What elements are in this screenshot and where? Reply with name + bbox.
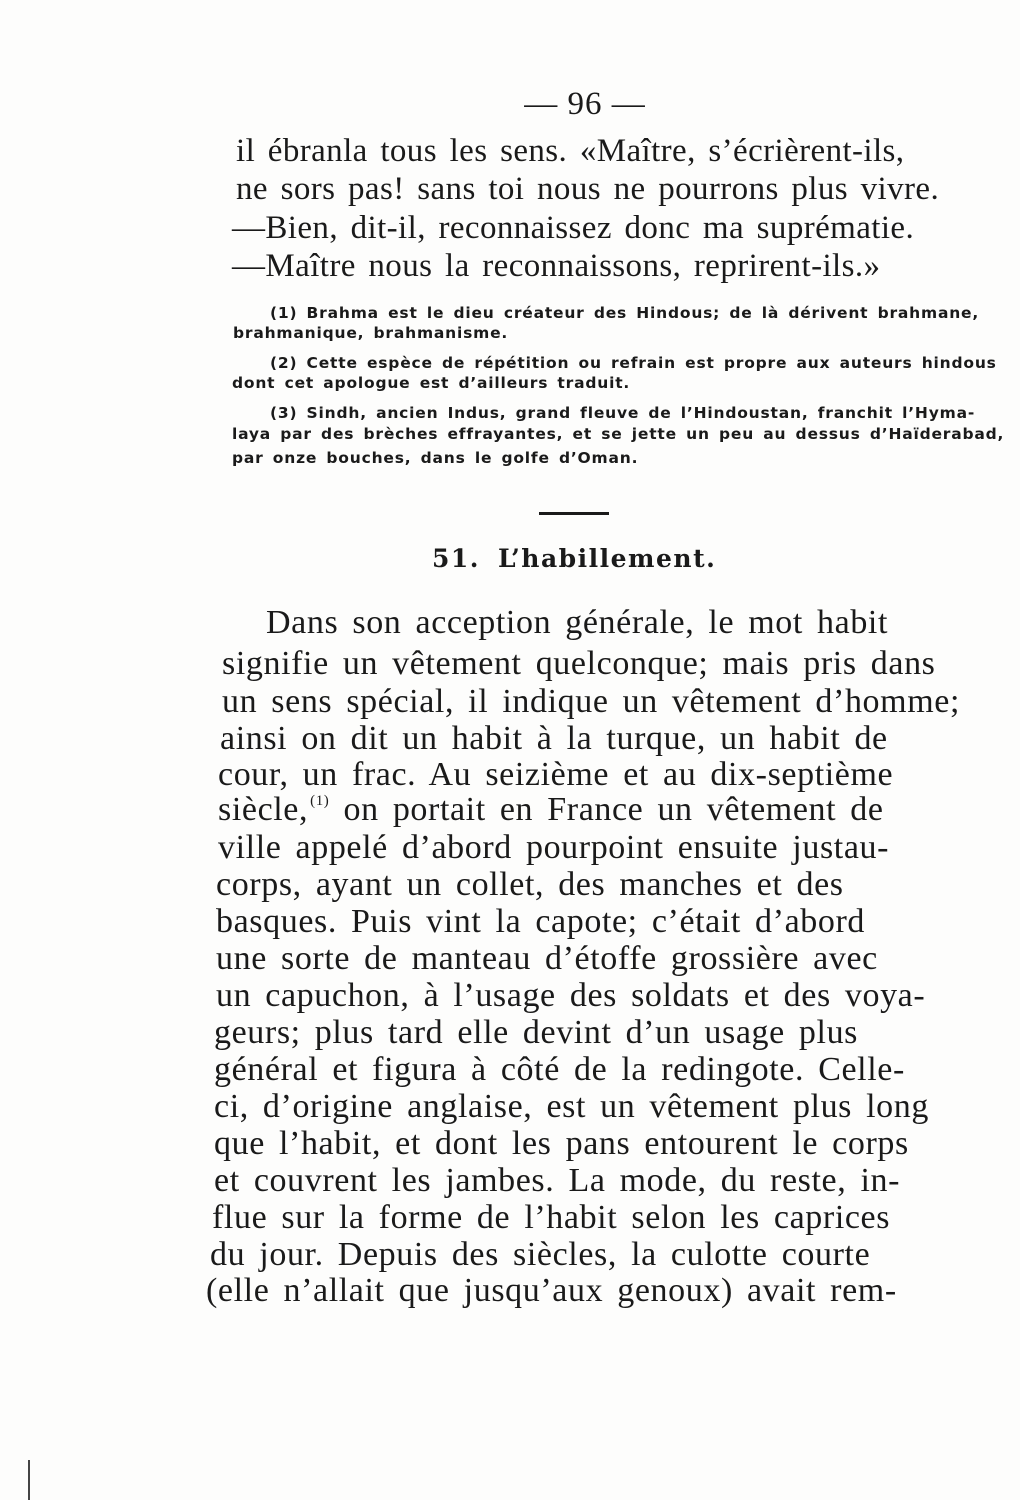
section-heading bbox=[432, 544, 716, 573]
section-number: 51. bbox=[432, 544, 480, 573]
text-line: cour, un frac. Au seizième et au dix-septième bbox=[218, 756, 894, 793]
text-line: signifie un vêtement quelconque; mais pris dans bbox=[222, 645, 936, 682]
text-line: une sorte de manteau d’étoffe grossière avec bbox=[216, 940, 878, 977]
text-line: un sens spécial, il indique un vêtement d’homme; bbox=[222, 683, 960, 720]
text-line: ville appelé d’abord pourpoint ensuite justau- bbox=[218, 829, 890, 866]
text-line: —Maître nous la reconnaissons, reprirent-ils.» bbox=[232, 248, 881, 284]
page-number: — 96 — bbox=[524, 86, 646, 122]
text-line: ainsi on dit un habit à la turque, un habit de bbox=[220, 720, 888, 757]
text-line: ci, d’origine anglaise, est un vêtement plus long bbox=[214, 1088, 929, 1125]
text-line: geurs; plus tard elle devint d’un usage plus bbox=[214, 1014, 858, 1051]
text-line: et couvrent les jambes. La mode, du reste, in- bbox=[214, 1162, 901, 1199]
text-line: il ébranla tous les sens. «Maître, s’écrièrent-ils, bbox=[236, 133, 905, 169]
text-line: Dans son acception générale, le mot habit bbox=[266, 604, 889, 641]
footnote-reference: (1) bbox=[310, 793, 330, 809]
footnote-line: par onze bouches, dans le golfe d’Oman. bbox=[232, 449, 639, 467]
text-line: général et figura à côté de la redingote. Celle- bbox=[214, 1051, 905, 1088]
footnote-line: brahmanique, brahmanisme. bbox=[233, 324, 509, 342]
text-line: un capuchon, à l’usage des soldats et des voya- bbox=[216, 977, 926, 1014]
footnote-line: (1) Brahma est le dieu créateur des Hindous; de là dérivent brahmane, bbox=[270, 304, 980, 322]
text-fragment: on portait en France un vêtement de bbox=[343, 791, 884, 828]
text-fragment: siècle, bbox=[218, 791, 309, 828]
footnote-line: dont cet apologue est d’ailleurs traduit. bbox=[232, 374, 631, 392]
footnote-line: (2) Cette espèce de répétition ou refrain est propre aux auteurs hindous bbox=[270, 354, 997, 372]
section-divider bbox=[539, 512, 609, 515]
text-line: du jour. Depuis des siècles, la culotte courte bbox=[210, 1236, 871, 1273]
section-title: L’habillement. bbox=[498, 544, 717, 573]
text-line: flue sur la forme de l’habit selon les caprices bbox=[212, 1199, 891, 1236]
text-line: ne sors pas! sans toi nous ne pourrons plus vivre. bbox=[236, 171, 940, 207]
footnote-line: (3) Sindh, ancien Indus, grand fleuve de l’Hindoustan, franchit l’Hyma- bbox=[270, 404, 976, 422]
scan-margin-mark bbox=[28, 1460, 30, 1500]
text-line: corps, ayant un collet, des manches et des bbox=[216, 866, 844, 903]
text-line: basques. Puis vint la capote; c’était d’abord bbox=[216, 903, 865, 940]
text-line: (elle n’allait que jusqu’aux genoux) avait rem- bbox=[206, 1272, 897, 1309]
text-line-with-note bbox=[218, 791, 884, 829]
footnote-line: laya par des brèches effrayantes, et se jette un peu au dessus d’Haïderabad, bbox=[232, 425, 1005, 443]
text-line: —Bien, dit-il, reconnaissez donc ma suprématie. bbox=[232, 210, 915, 246]
text-line: que l’habit, et dont les pans entourent le corps bbox=[214, 1125, 909, 1162]
